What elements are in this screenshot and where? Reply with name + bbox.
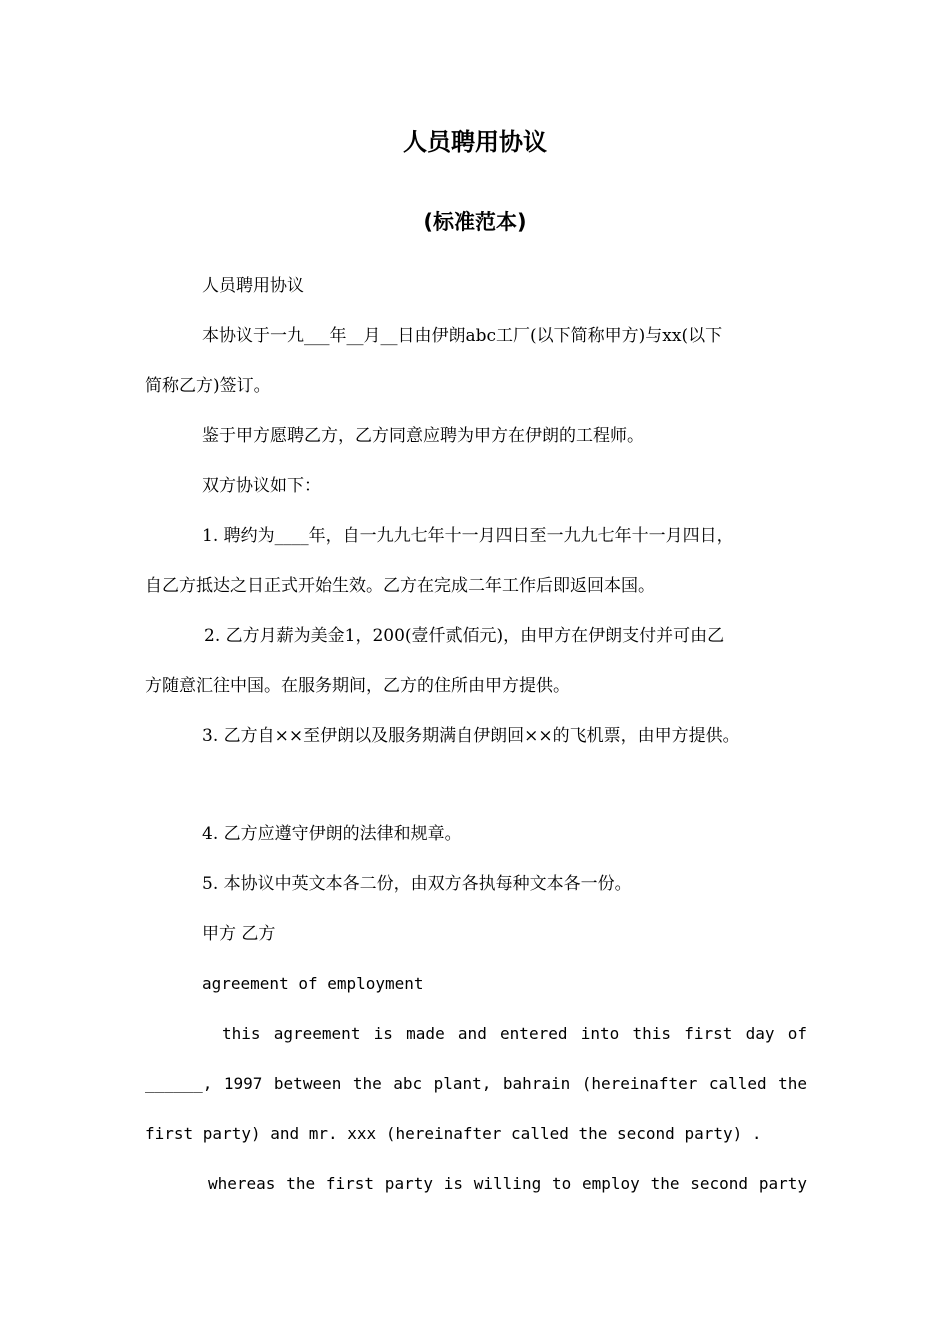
english-heading: agreement of employment bbox=[202, 974, 424, 993]
english-para-1-line-3: first party) and mr. xxx (hereinafter called the second party) . bbox=[145, 1124, 762, 1143]
intro-line-1: 本协议于一九___年__月__日由伊朗abc工厂(以下简称甲方)与xx(以下 bbox=[202, 326, 723, 346]
clause-3: 3. 乙方自××至伊朗以及服务期满自伊朗回××的飞机票，由甲方提供。 bbox=[202, 726, 740, 746]
english-para-1-line-1: this agreement is made and entered into this first day of bbox=[222, 1024, 807, 1043]
document-title: 人员聘用协议 bbox=[403, 128, 547, 156]
clause-1-line-1: 1. 聘约为____年，自一九九七年十一月四日至一九九七年十一月四日， bbox=[202, 526, 734, 546]
intro-line-2: 简称乙方)签订。 bbox=[145, 376, 271, 396]
english-para-1-line-2: ______, 1997 between the abc plant, bahrain (hereinafter called the bbox=[145, 1074, 807, 1093]
document-subtitle: (标准范本) bbox=[423, 210, 527, 234]
clause-4: 4. 乙方应遵守伊朗的法律和规章。 bbox=[202, 824, 462, 844]
party-labels: 甲方 乙方 bbox=[202, 924, 276, 944]
chinese-heading: 人员聘用协议 bbox=[202, 276, 304, 296]
clause-2-line-2: 方随意汇往中国。在服务期间，乙方的住所由甲方提供。 bbox=[145, 676, 570, 696]
agreement-intro: 双方协议如下： bbox=[202, 476, 321, 496]
clause-2-line-1: 2. 乙方月薪为美金1，200(壹仟贰佰元)，由甲方在伊朗支付并可由乙 bbox=[204, 626, 725, 646]
clause-5: 5. 本协议中英文本各二份，由双方各执每种文本各一份。 bbox=[202, 874, 632, 894]
whereas-clause: 鉴于甲方愿聘乙方，乙方同意应聘为甲方在伊朗的工程师。 bbox=[202, 426, 644, 446]
clause-1-line-2: 自乙方抵达之日正式开始生效。乙方在完成二年工作后即返回本国。 bbox=[145, 576, 655, 596]
english-para-2-line-1: whereas the first party is willing to employ the second party bbox=[208, 1174, 807, 1193]
